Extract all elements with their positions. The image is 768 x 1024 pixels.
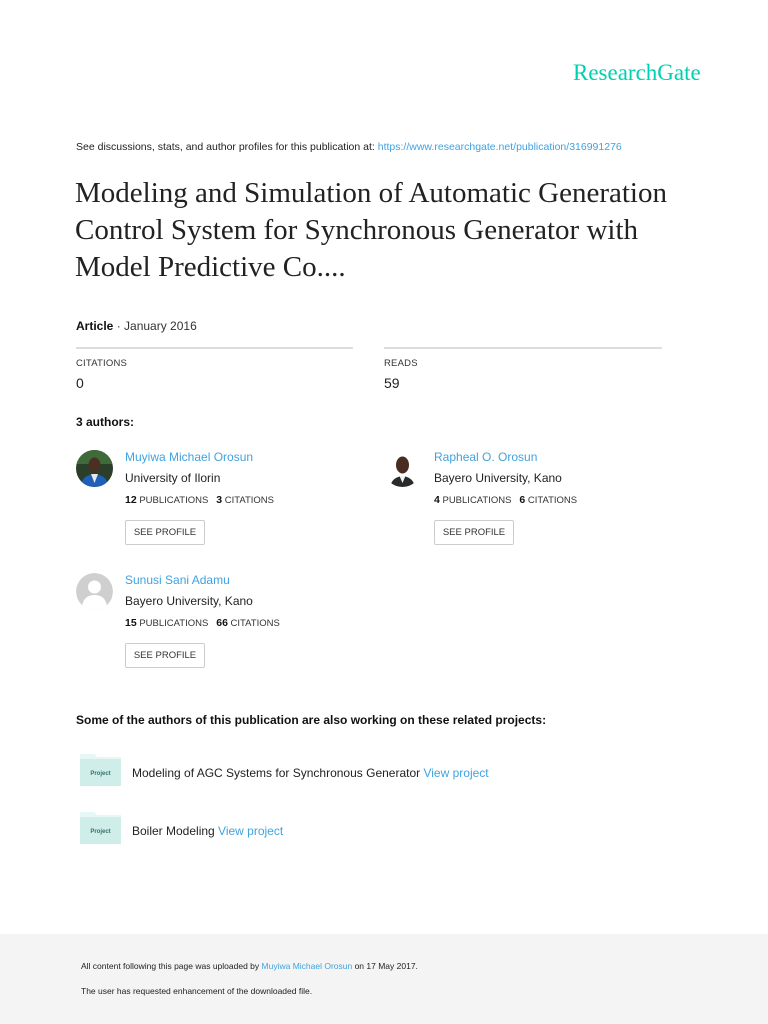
reads-label: READS bbox=[384, 358, 418, 369]
author-name-link[interactable]: Muyiwa Michael Orosun bbox=[125, 450, 254, 464]
citations-count: 0 bbox=[76, 375, 84, 391]
related-projects-heading: Some of the authors of this publication are also working on these related projects: bbox=[76, 713, 547, 727]
reads-divider bbox=[384, 347, 662, 349]
view-project-link[interactable]: View project bbox=[423, 766, 489, 780]
publications-label: PUBLICATIONS bbox=[136, 618, 209, 629]
author-stats bbox=[125, 617, 280, 629]
reads-count: 59 bbox=[384, 375, 400, 391]
author-citations-count: 6 bbox=[519, 494, 526, 506]
citations-label: CITATIONS bbox=[227, 618, 280, 629]
publication-title: Modeling and Simulation of Automatic Generation Control System for Synchronous Generator with Model Predictive Co.... bbox=[75, 177, 667, 283]
publications-label: PUBLICATIONS bbox=[439, 495, 512, 506]
citations-label: CITATIONS bbox=[525, 495, 578, 506]
citations-divider bbox=[76, 347, 353, 349]
project-folder-icon bbox=[79, 751, 122, 787]
uploader-link[interactable]: Muyiwa Michael Orosun bbox=[261, 961, 353, 971]
author-stats bbox=[125, 494, 274, 506]
author-name-link[interactable]: Sunusi Sani Adamu bbox=[125, 573, 230, 587]
project-icon-label: Project bbox=[90, 829, 111, 835]
project-item bbox=[132, 824, 283, 838]
publications-label: PUBLICATIONS bbox=[136, 495, 209, 506]
upload-prefix: All content following this page was uploaded by bbox=[81, 961, 262, 971]
page-footer bbox=[0, 934, 768, 1024]
authors-heading: 3 authors: bbox=[76, 415, 135, 429]
intro-text: See discussions, stats, and author profiles for this publication at: bbox=[76, 141, 378, 153]
default-avatar-icon[interactable] bbox=[76, 573, 113, 610]
citations-label: CITATIONS bbox=[222, 495, 274, 506]
upload-info bbox=[81, 961, 418, 971]
see-profile-button[interactable]: SEE PROFILE bbox=[125, 520, 205, 545]
enhancement-note: The user has requested enhancement of the downloaded file. bbox=[81, 986, 313, 996]
view-project-link[interactable]: View project bbox=[218, 824, 284, 838]
author-publications-count: 12 bbox=[125, 494, 137, 506]
project-item bbox=[132, 766, 489, 780]
author-publications-count: 15 bbox=[125, 617, 137, 629]
upload-date: on 17 May 2017. bbox=[352, 961, 418, 971]
publication-url-link[interactable]: https://www.researchgate.net/publication/316991276 bbox=[377, 141, 622, 153]
author-avatar[interactable] bbox=[76, 450, 113, 487]
see-profile-button[interactable]: SEE PROFILE bbox=[125, 643, 205, 668]
publication-link-line bbox=[76, 141, 622, 153]
project-icon-label: Project bbox=[90, 771, 111, 777]
project-folder-icon bbox=[79, 809, 122, 845]
see-profile-button[interactable]: SEE PROFILE bbox=[434, 520, 514, 545]
project-title: Modeling of AGC Systems for Synchronous Generator bbox=[132, 766, 424, 780]
author-stats bbox=[434, 494, 577, 506]
author-institution: Bayero University, Kano bbox=[434, 471, 562, 485]
author-citations-count: 3 bbox=[216, 494, 223, 506]
project-title: Boiler Modeling bbox=[132, 824, 219, 838]
publication-meta bbox=[76, 319, 197, 333]
author-avatar[interactable] bbox=[384, 450, 421, 487]
researchgate-logo[interactable]: ResearchGate bbox=[573, 60, 701, 85]
citations-label: CITATIONS bbox=[76, 358, 128, 369]
publication-type: Article bbox=[76, 319, 114, 333]
author-institution: Bayero University, Kano bbox=[125, 594, 253, 608]
author-publications-count: 4 bbox=[434, 494, 440, 506]
author-citations-count: 66 bbox=[216, 617, 228, 629]
author-name-link[interactable]: Rapheal O. Orosun bbox=[434, 450, 538, 464]
author-institution: University of Ilorin bbox=[125, 471, 221, 485]
publication-date: · January 2016 bbox=[113, 319, 197, 333]
